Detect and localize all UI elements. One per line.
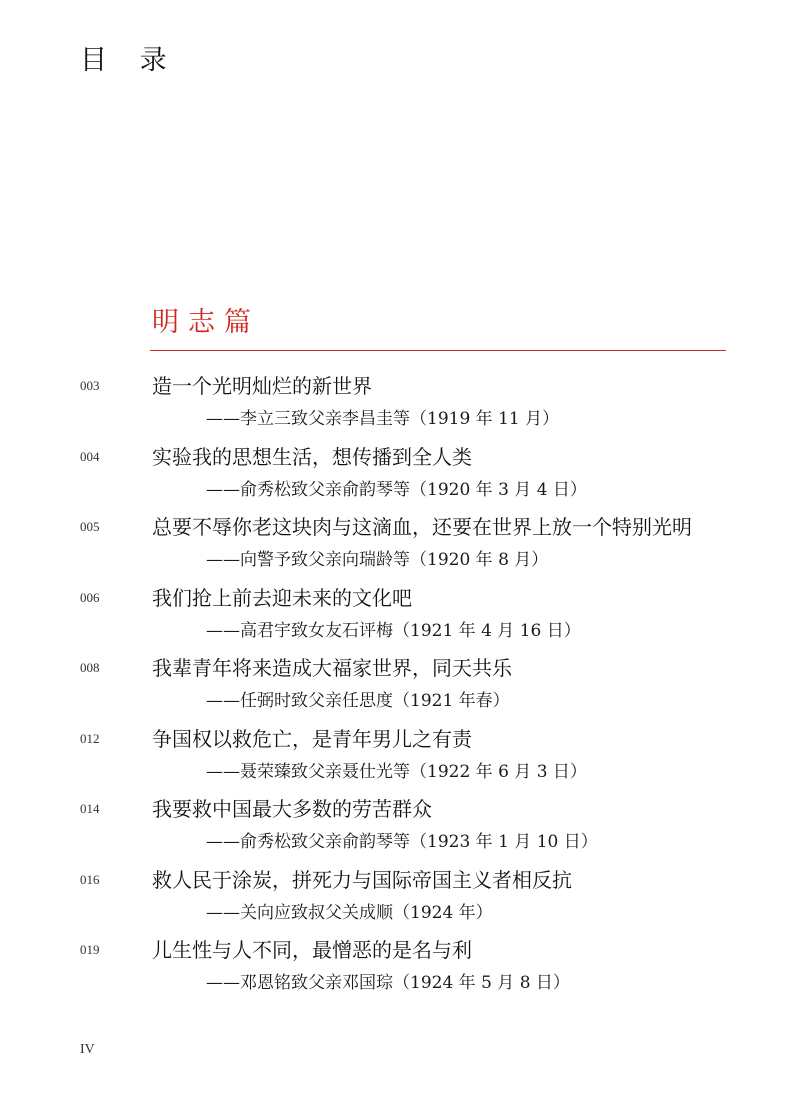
entry-subtitle: ——关向应致叔父关成顺（1924 年） bbox=[206, 902, 493, 923]
entry-subtitle: ——任弼时致父亲任思度（1921 年春） bbox=[206, 691, 510, 711]
entry-page-number: 005 bbox=[80, 519, 100, 534]
section-title: 明志篇 bbox=[152, 307, 260, 338]
toc-entry[interactable] bbox=[0, 650, 790, 721]
entry-title: 造一个光明灿烂的新世界 bbox=[152, 374, 372, 398]
entry-page-number: 008 bbox=[80, 660, 100, 675]
entry-subtitle: ——聂荣臻致父亲聂仕光等（1922 年 6 月 3 日） bbox=[206, 761, 587, 782]
entry-subtitle: ——俞秀松致父亲俞韵琴等（1920 年 3 月 4 日） bbox=[206, 479, 587, 500]
entry-subtitle: ——高君宇致女友石评梅（1921 年 4 月 16 日） bbox=[206, 620, 581, 641]
entry-title: 实验我的思想生活，想传播到全人类 bbox=[152, 444, 472, 469]
entry-title: 我要救中国最大多数的劳苦群众 bbox=[152, 797, 432, 821]
entry-page-number: 016 bbox=[80, 871, 100, 887]
section-divider bbox=[150, 350, 726, 351]
entry-page-number: 012 bbox=[80, 730, 100, 746]
toc-entry[interactable] bbox=[0, 368, 790, 439]
entry-page-number: 004 bbox=[80, 448, 100, 464]
toc-entry[interactable] bbox=[0, 580, 790, 651]
table-of-contents bbox=[0, 368, 790, 1003]
entry-title: 争国权以救危亡，是青年男儿之有责 bbox=[152, 726, 472, 751]
entry-subtitle: ——邓恩铭致父亲邓国琮（1924 年 5 月 8 日） bbox=[206, 973, 570, 993]
entry-page-number: 006 bbox=[80, 589, 100, 605]
entry-page-number: 003 bbox=[80, 378, 100, 393]
toc-entry[interactable] bbox=[0, 932, 790, 1003]
entry-subtitle: ——俞秀松致父亲俞韵琴等（1923 年 1 月 10 日） bbox=[206, 832, 598, 852]
entry-title: 儿生性与人不同，最憎恶的是名与利 bbox=[152, 938, 472, 962]
toc-entry[interactable] bbox=[0, 509, 790, 580]
toc-entry[interactable] bbox=[0, 862, 790, 933]
toc-entry[interactable] bbox=[0, 721, 790, 792]
toc-entry[interactable] bbox=[0, 439, 790, 510]
entry-title: 救人民于涂炭，拼死力与国际帝国主义者相反抗 bbox=[152, 867, 572, 892]
entry-page-number: 019 bbox=[80, 942, 100, 957]
toc-entry[interactable] bbox=[0, 791, 790, 862]
entry-subtitle: ——向警予致父亲向瑞龄等（1920 年 8 月） bbox=[206, 550, 549, 570]
entry-title: 总要不辱你老这块肉与这滴血，还要在世界上放一个特别光明 bbox=[152, 515, 692, 539]
entry-title: 我辈青年将来造成大福家世界，同天共乐 bbox=[152, 656, 512, 680]
entry-subtitle: ——李立三致父亲李昌圭等（1919 年 11 月） bbox=[206, 409, 560, 429]
page-title: 目 录 bbox=[80, 45, 179, 76]
entry-page-number: 014 bbox=[80, 801, 100, 816]
page-folio: IV bbox=[80, 1042, 95, 1057]
entry-title: 我们抢上前去迎未来的文化吧 bbox=[152, 585, 412, 610]
